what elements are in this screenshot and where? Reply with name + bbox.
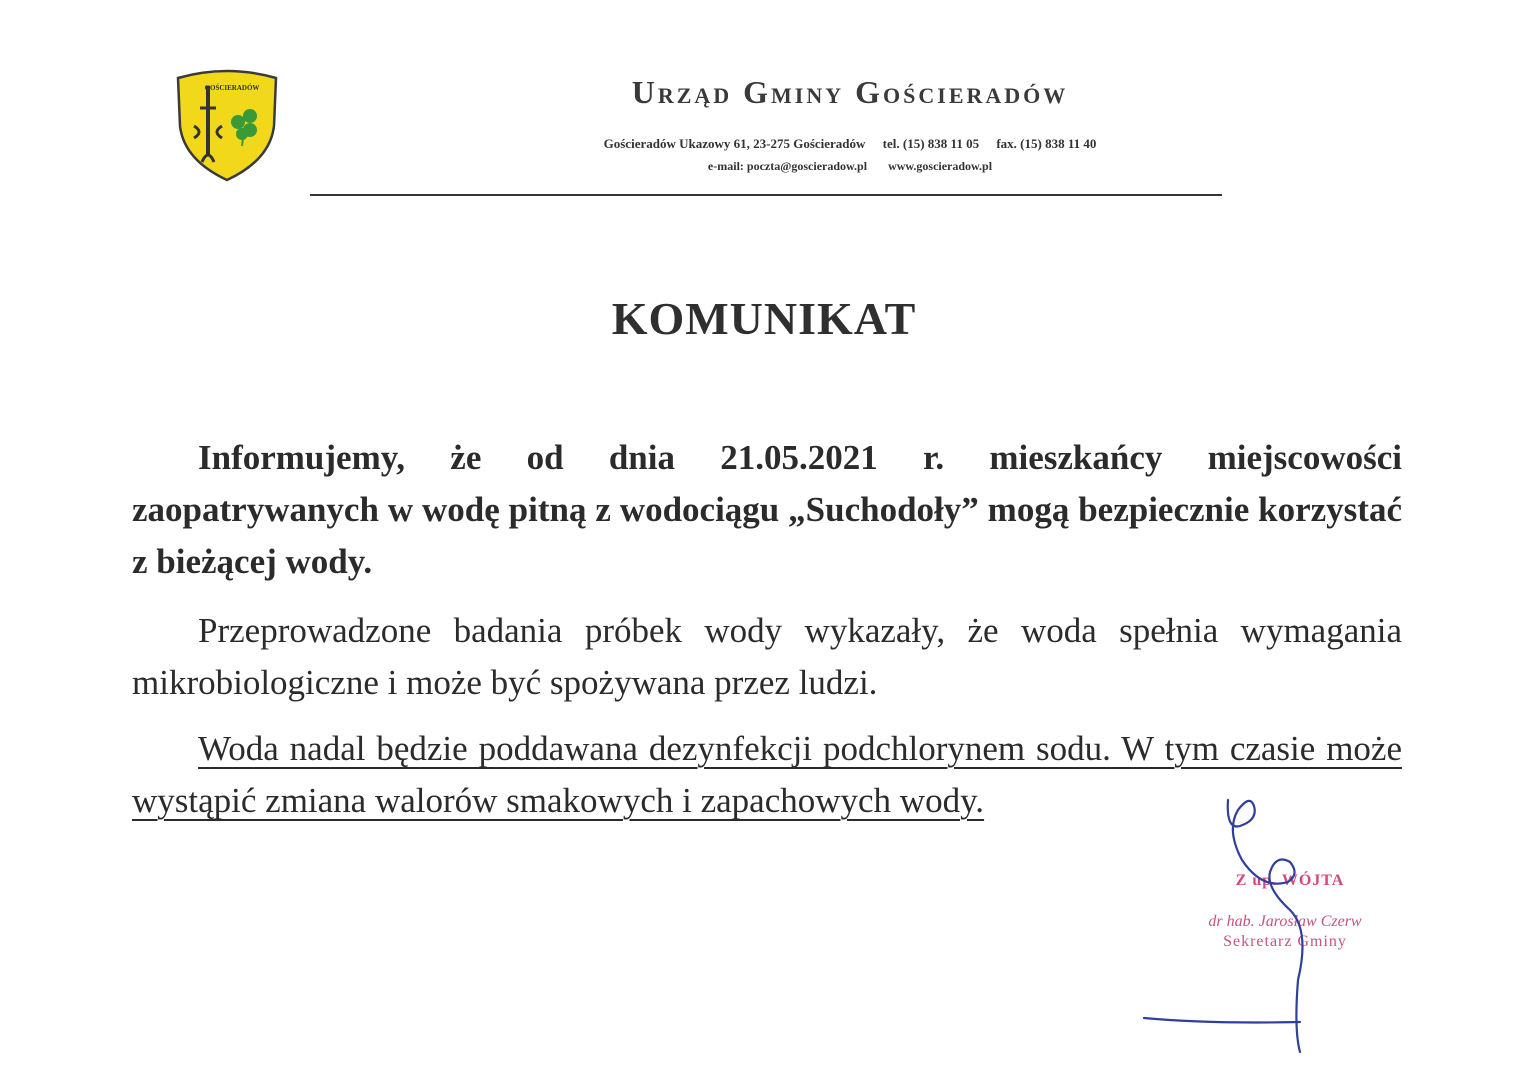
stamp-role: Sekretarz Gminy (1223, 933, 1347, 950)
stamp-authority: Z up. WÓJTA (1235, 872, 1345, 889)
office-name: Urząd Gminy Gościeradów (631, 74, 1069, 110)
announcement-paragraph-3: Woda nadal będzie poddawana dezynfekcji podchlorynem sodu. W tym czasie może wystąpić zmiana walorów smakowych i zapachowych wody. (132, 729, 1402, 820)
page-title: KOMUNIKAT (611, 293, 917, 344)
address-text: Gościeradów Ukazowy 61, 23-275 Gościeradów (603, 136, 866, 151)
phone-text: tel. (15) 838 11 05 (882, 136, 980, 151)
email-text: e-mail: poczta@goscieradow.pl (707, 159, 868, 173)
website-text: www.goscieradow.pl (888, 159, 993, 173)
email-line (520, 159, 1180, 174)
handwritten-signature (1130, 790, 1340, 1070)
municipal-crest-logo (172, 68, 282, 182)
crest-label: GOŚCIERADÓW (204, 84, 260, 92)
announcement-paragraph-1: Informujemy, że od dnia 21.05.2021 r. mieszkańcy miejscowości zaopatrywanych w wodę pitną z wodociągu „Suchodoły” mogą bezpiecznie korzystać z bieżącej wody. (132, 438, 1402, 581)
announcement-paragraph-2: Przeprowadzone badania próbek wody wykazały, że woda spełnia wymagania mikrobiologiczne i może być spożywana przez ludzi. (132, 611, 1402, 702)
stamp-name: dr hab. Jarosław Czerw (1208, 913, 1362, 930)
fax-text: fax. (15) 838 11 40 (996, 136, 1097, 151)
contact-line (520, 136, 1180, 152)
header-divider (310, 194, 1222, 196)
